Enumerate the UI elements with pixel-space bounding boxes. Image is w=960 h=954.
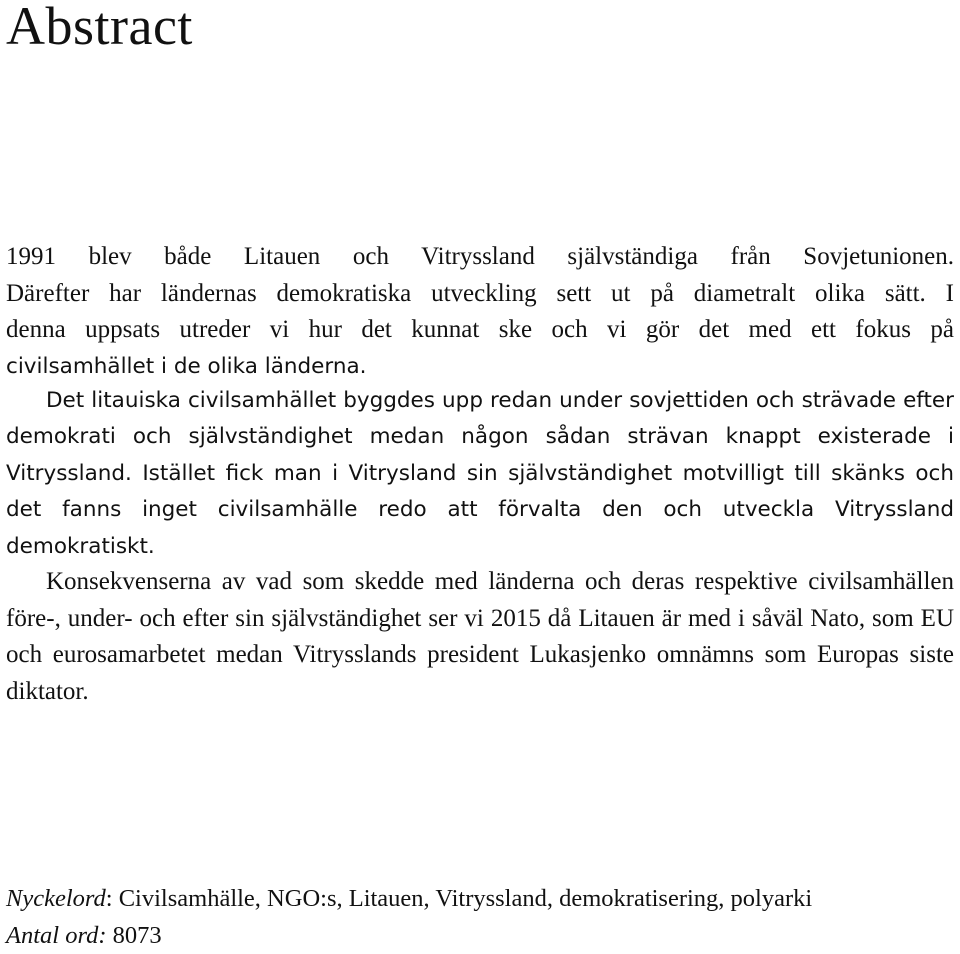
keywords-line: [6, 880, 960, 917]
word-count-label: Antal ord:: [6, 922, 107, 949]
page-title: Abstract: [6, 0, 193, 56]
word-count-line: [6, 917, 960, 954]
word-count-value: 8073: [112, 922, 162, 949]
document-footer: [6, 880, 960, 954]
paragraph-1-line-1: 1991 blev både Litauen och Vitryssland självständiga från Sovjetunionen.: [6, 243, 954, 270]
keywords-value: Civilsamhälle, NGO:s, Litauen, Vitryssland, demokratisering, polyarki: [118, 885, 813, 912]
paragraph-1-line-4: civilsamhället i de olika länderna.: [6, 353, 367, 379]
abstract-paragraph-2: Det litauiska civilsamhället byggdes upp redan under sovjettiden och strävade efter demokrati och självständighet medan någon sådan strävan knappt existerade i Vitryssland. Istället fick man i Vitrysland sin självständighet motvilligt till skänks och det fanns inget civilsamhälle redo att förvalta den och utveckla Vitryssland demokratiskt.: [6, 388, 954, 559]
abstract-paragraph-3: Konsekvenserna av vad som skedde med länderna och deras respektive civilsamhällen före-, under- och efter sin självständighet ser vi 2015 då Litauen är med i såväl Nato, som EU och eurosamarbetet medan Vitrysslands president Lukasjenko omnämns som Europas siste diktator.: [6, 568, 954, 705]
abstract-paragraph-1: [6, 239, 954, 385]
keywords-label: Nyckelord: [6, 885, 106, 912]
keywords-separator: :: [105, 885, 119, 912]
paragraph-1-line-3: denna uppsats utreder vi hur det kunnat ske och vi gör det med ett fokus på: [6, 316, 954, 343]
paragraph-1-line-2: Därefter har ländernas demokratiska utveckling sett ut på diametralt olika sätt. I: [6, 279, 954, 307]
